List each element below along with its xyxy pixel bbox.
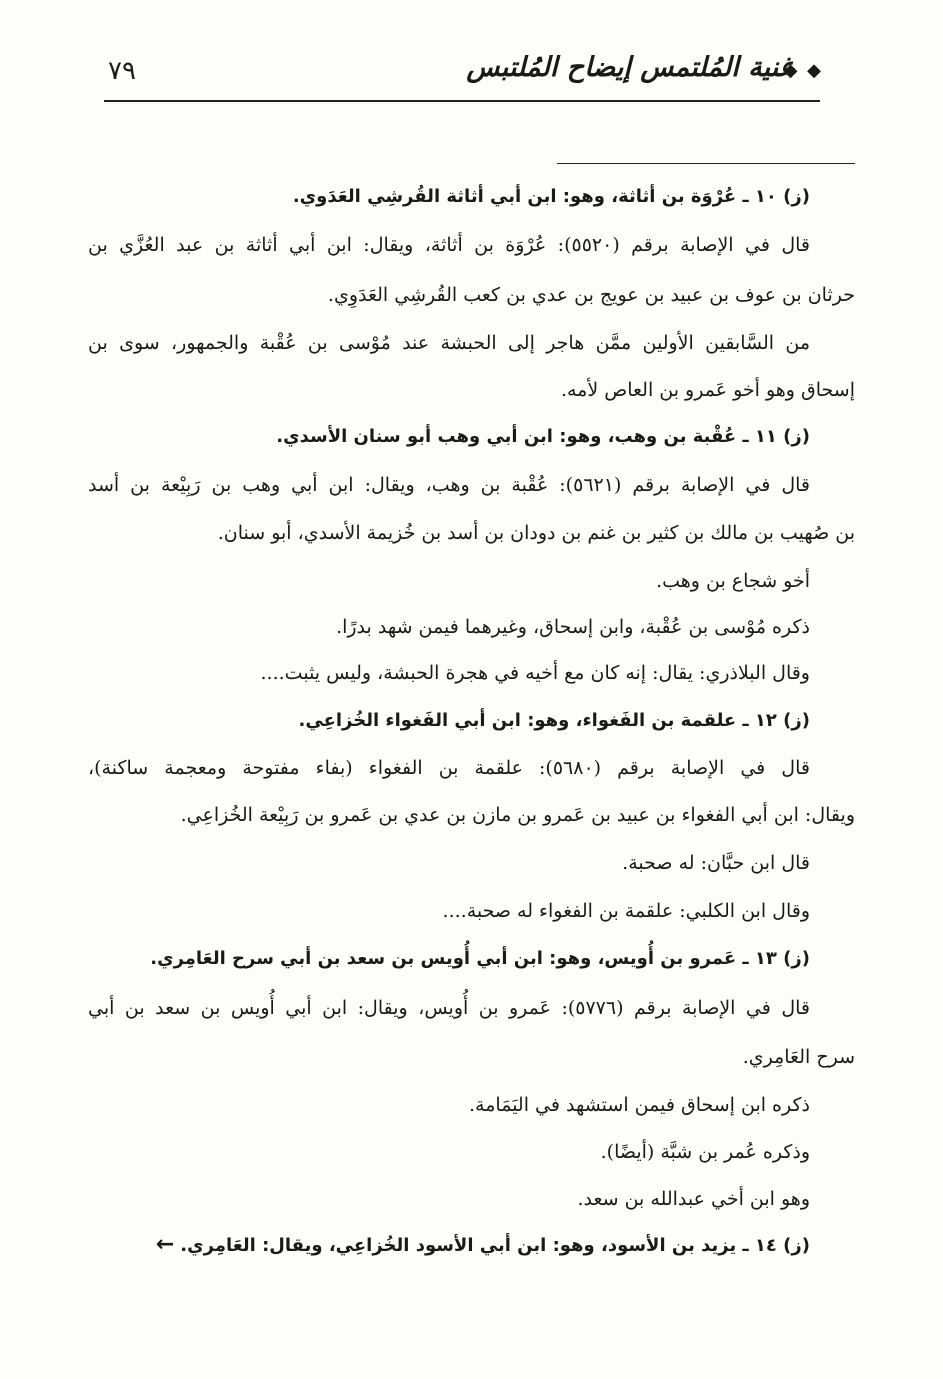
entry-text-line: ذكره ابن إسحاق فيمن استشهد في اليَمَامة.	[469, 1094, 810, 1116]
entry-text-line: وقال ابن الكلبي: علقمة بن الفغواء له صحبة....	[442, 900, 810, 922]
entry-heading-12: (ز) ١٢ ـ علقمة بن الفَغواء، وهو: ابن أبي الفَغواء الخُزاعِي.	[298, 710, 810, 731]
entry-heading-13: (ز) ١٣ ـ عَمرو بن أُويس، وهو: ابن أبي أُويس بن سعد بن أبي سرح العَامِري.	[150, 948, 810, 969]
page-number: ٧٩	[108, 56, 136, 86]
entry-heading-11: (ز) ١١ ـ عُقْبة بن وهب، وهو: ابن أبي وهب أبو سنان الأسدي.	[276, 426, 810, 447]
entry-text-line: بن صُهيب بن مالك بن كثير بن غنم بن دودان بن أسد بن خُزيمة الأسدي، أبو سنان.	[217, 522, 855, 544]
entry-text-line: قال في الإصابة برقم (٥٥٢٠): عُرْوَة بن أثاثة، ويقال: ابن أبي أثاثة بن عبد العُزَّي بن	[88, 234, 810, 256]
header-rule	[104, 100, 820, 102]
entry-text-line: قال في الإصابة برقم (٥٧٧٦): عَمرو بن أُويس، ويقال: ابن أبي أُويس بن سعد بن أبي	[88, 997, 810, 1019]
arrow-left-icon: ←	[155, 1232, 175, 1257]
entry-text-line: ويقال: ابن أبي الفغواء بن عبيد بن عَمرو بن مازن بن عدي بن عَمرو بن رَبِيْعة الخُزاعِي.	[180, 804, 855, 826]
section-divider	[557, 163, 855, 164]
running-header-title: غنية المُلتمس إيضاح المُلتبس	[466, 52, 793, 83]
entry-heading-10: (ز) ١٠ ـ عُرْوَة بن أثاثة، وهو: ابن أبي أثاثة القُرشِي العَدَوي.	[292, 186, 810, 207]
entry-text-line: حرثان بن عوف بن عبيد بن عويج بن عدي بن كعب القُرشِي العَدَوِي.	[327, 284, 855, 306]
entry-heading-14	[156, 1230, 810, 1260]
entry-text-line: قال في الإصابة برقم (٥٦٢١): عُقْبة بن وهب، ويقال: ابن أبي وهب بن رَبِيْعة بن أسد	[88, 474, 810, 496]
entry-text-line: قال ابن حبَّان: له صحبة.	[622, 852, 810, 874]
entry-text-line: وهو ابن أخي عبدالله بن سعد.	[577, 1188, 810, 1210]
entry-text-line: قال في الإصابة برقم (٥٦٨٠): علقمة بن الفغواء (بفاء مفتوحة ومعجمة ساكنة)،	[88, 757, 810, 779]
entry-text-line: وقال البلاذري: يقال: إنه كان مع أخيه في هجرة الحبشة، وليس يثبت....	[260, 662, 810, 684]
header-diamonds: ◆ ◆	[783, 60, 823, 81]
entry-text-line: ذكره مُوْسى بن عُقْبة، وابن إسحاق، وغيرهما فيمن شهد بدرًا.	[336, 616, 810, 638]
entry-text-line: سرح العَامِري.	[742, 1046, 855, 1068]
entry-text-line: إسحاق وهو أخو عَمرو بن العاص لأمه.	[560, 379, 855, 401]
entry-text-line: من السَّابقين الأولين ممَّن هاجر إلى الحبشة عند مُوْسى بن عُقْبة والجمهور، سوى بن	[88, 332, 810, 354]
entry-text-line: وذكره عُمر بن شبَّة (أيضًا).	[600, 1141, 810, 1163]
entry-text-line: أخو شجاع بن وهب.	[656, 570, 810, 592]
entry-heading-14-text: (ز) ١٤ ـ يزيد بن الأسود، وهو: ابن أبي الأسود الخُزاعِي، ويقال: العَامِري.	[180, 1235, 810, 1256]
